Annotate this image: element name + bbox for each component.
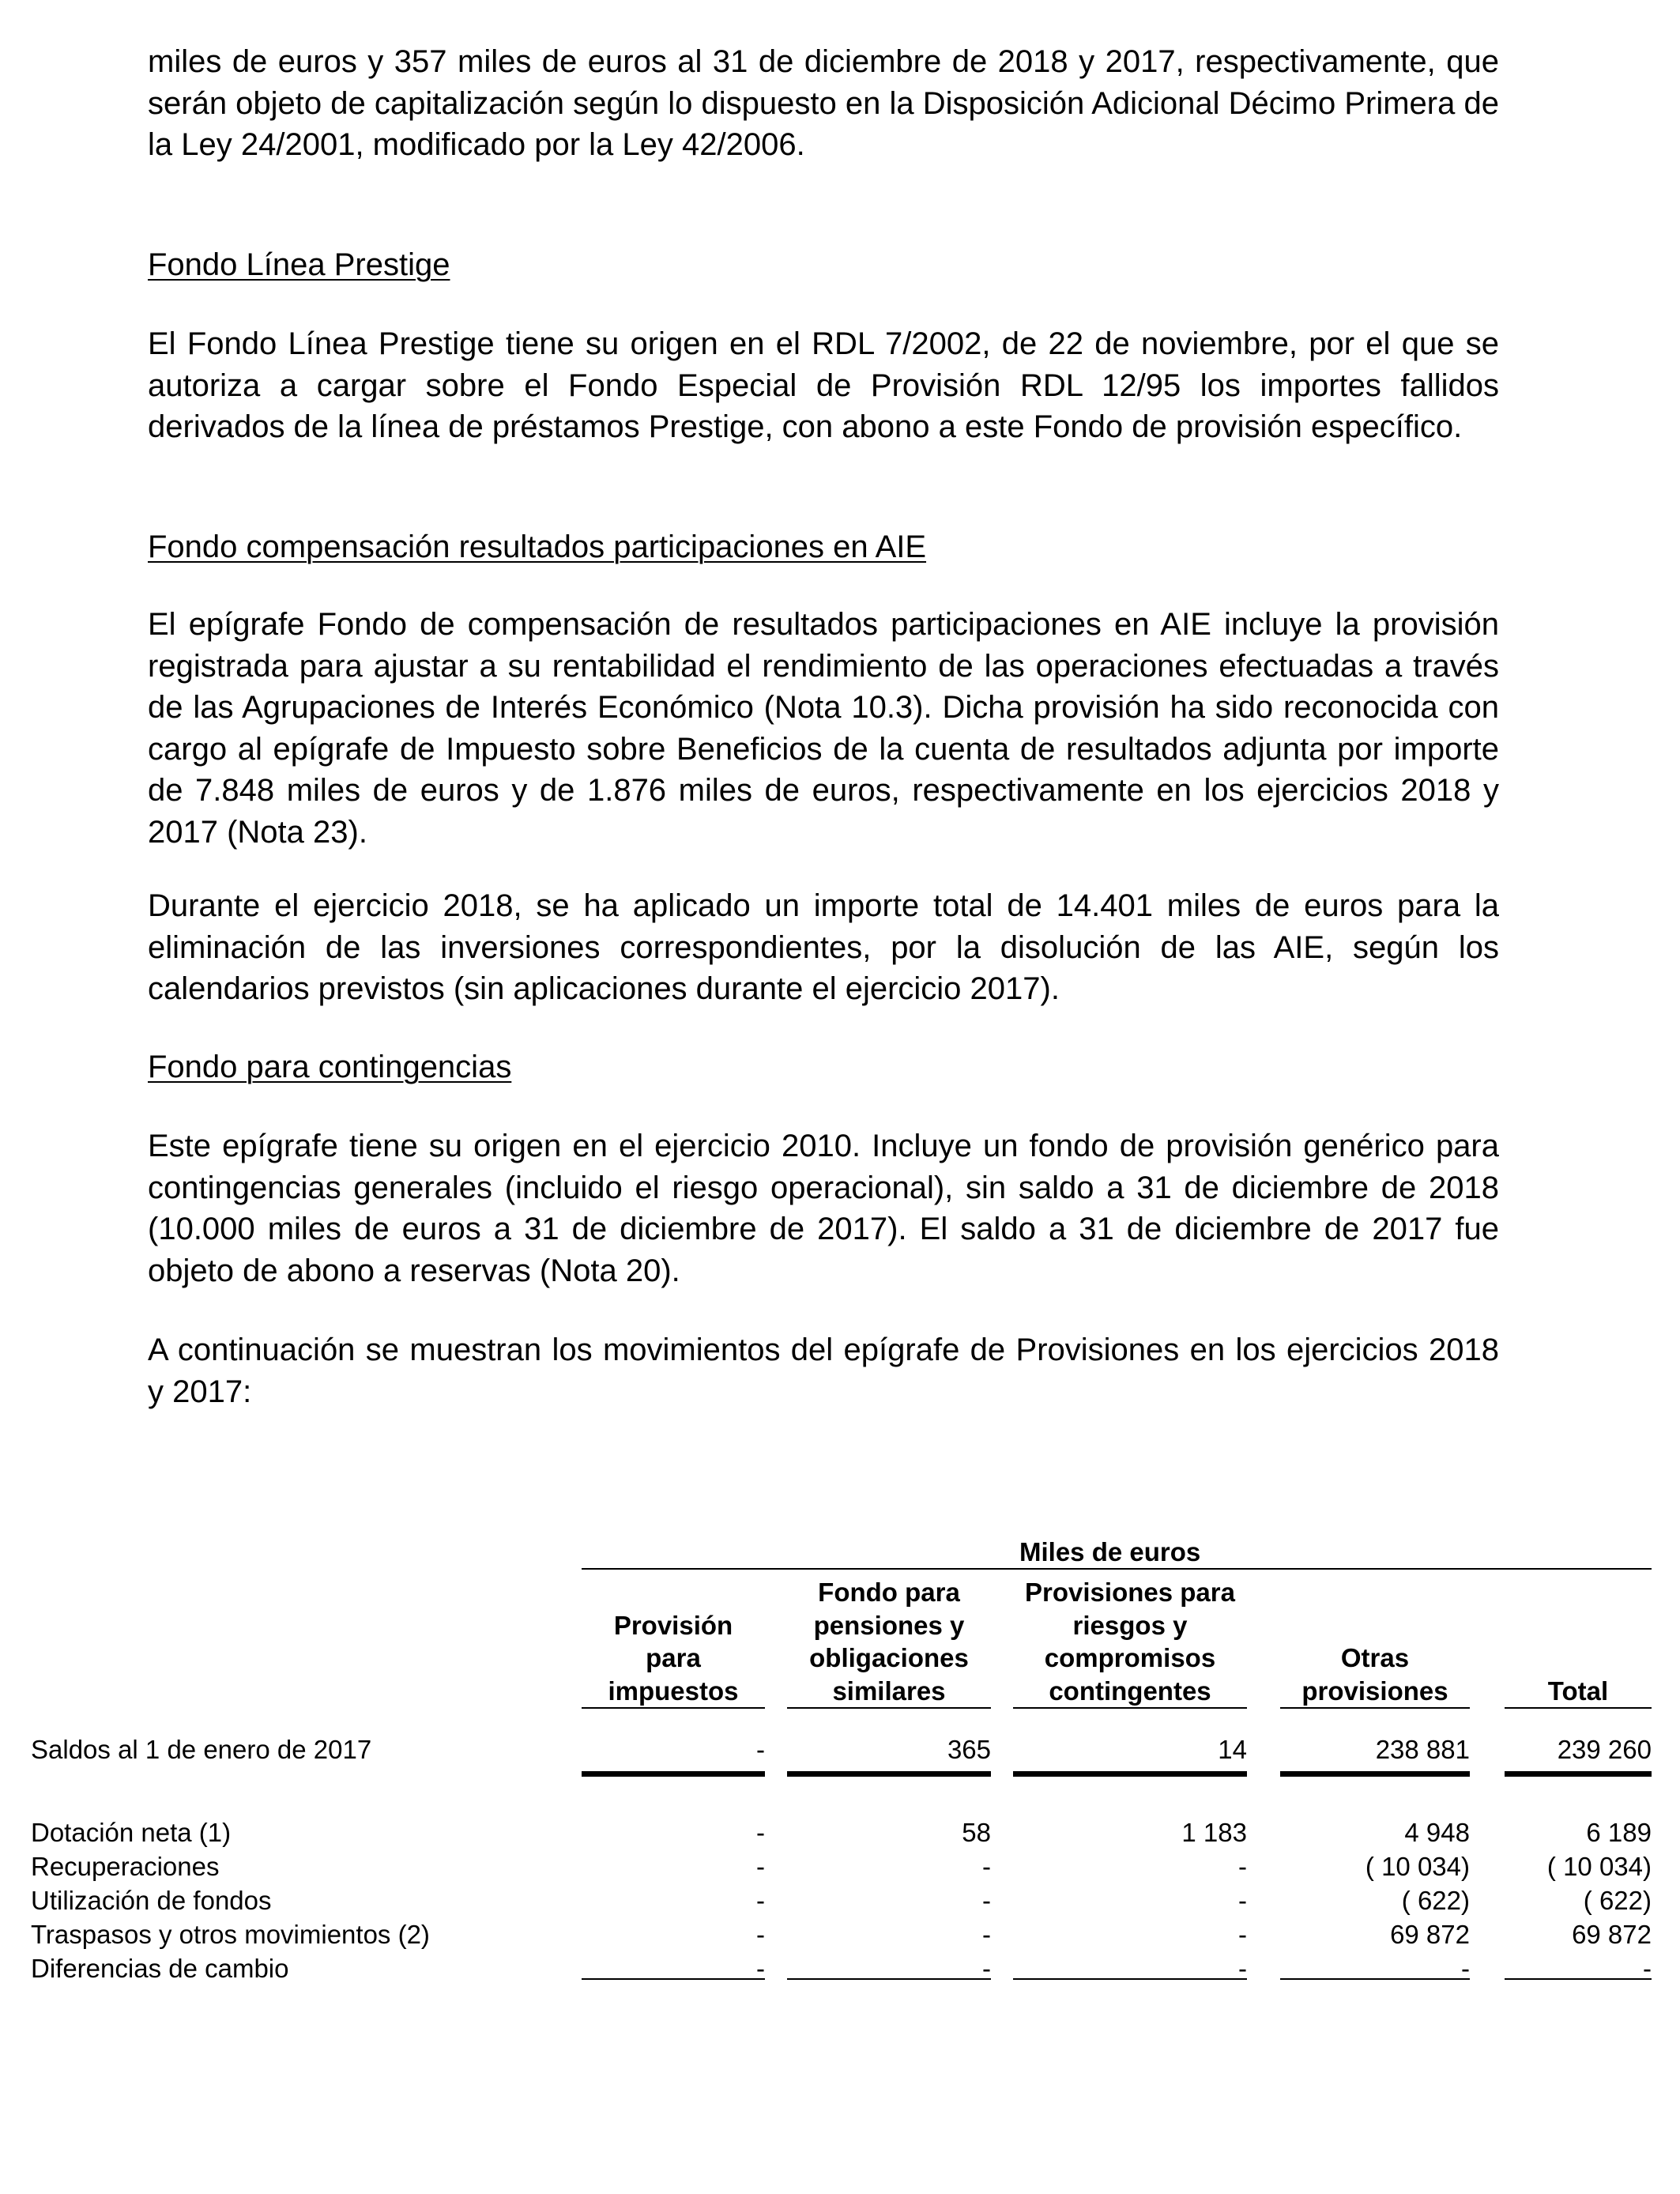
column-header-provision-impuestos bbox=[582, 1596, 765, 1707]
table-cell: - bbox=[756, 1886, 765, 1915]
column-header-fondo-pensiones bbox=[787, 1573, 991, 1707]
table-cell: - bbox=[1238, 1886, 1247, 1915]
column-header-line: contingentes bbox=[1049, 1676, 1211, 1706]
header-underline-col3 bbox=[1013, 1707, 1247, 1709]
table-cell: - bbox=[982, 1954, 991, 1983]
table-cell: ( 622) bbox=[1583, 1886, 1652, 1915]
bottom-rule-col2 bbox=[787, 1978, 991, 1980]
paragraph-fondo-compensacion-aie: El epígrafe Fondo de compensación de resultados participaciones en AIE incluye la provisión registrada para ajustar a su rentabilidad el rendimiento de las operaciones efectuadas a través de las Agrupaciones de Interés Económico (Nota 10.3). Dicha provisión ha sido reconocida con cargo al epígrafe de Impuesto sobre Beneficios de la cuenta de resultados adjunta por importe de 7.848 miles de euros y de 1.876 miles de euros, respectivamente en los ejercicios 2018 y 2017 (Nota 23). bbox=[148, 607, 1499, 850]
table-cell: 238 881 bbox=[1375, 1735, 1470, 1764]
table-cell: - bbox=[756, 1735, 765, 1764]
table-cell: 58 bbox=[962, 1818, 991, 1847]
table-cell: - bbox=[1238, 1852, 1247, 1881]
table-cell: 1 183 bbox=[1181, 1818, 1247, 1847]
table-group-header: Miles de euros bbox=[1019, 1537, 1201, 1566]
bottom-rule-col3 bbox=[1013, 1978, 1247, 1980]
table-cell: - bbox=[982, 1852, 991, 1881]
column-header-line: provisiones bbox=[1301, 1676, 1448, 1706]
paragraph-capitalizacion: miles de euros y 357 miles de euros al 31 de diciembre de 2018 y 2017, respectivamente, que serán objeto de capitalización según lo dispuesto en la Disposición Adicional Décimo Primera de la Ley 24/2001, modificado por la Ley 42/2006. bbox=[148, 44, 1499, 162]
row-label: Recuperaciones bbox=[31, 1852, 220, 1881]
table-cell: 365 bbox=[947, 1735, 991, 1764]
column-header-line: Total bbox=[1547, 1676, 1609, 1706]
header-underline-col2 bbox=[787, 1707, 991, 1709]
paragraph-aplicacion-2018: Durante el ejercicio 2018, se ha aplicado un importe total de 14.401 miles de euros para la eliminación de las inversiones correspondientes, por la disolución de las AIE, según los calendarios previstos (sin aplicaciones durante el ejercicio 2017). bbox=[148, 888, 1499, 1006]
paragraph-fondo-contingencias: Este epígrafe tiene su origen en el ejercicio 2010. Incluye un fondo de provisión genérico para contingencias generales (incluido el riesgo operacional), sin saldo a 31 de diciembre de 2018 (10.000 miles de euros a 31 de diciembre de 2017). El saldo a 31 de diciembre de 2017 fue objeto de abono a reservas (Nota 20). bbox=[148, 1129, 1499, 1288]
opening-balance-rule-col4 bbox=[1280, 1771, 1470, 1777]
column-header-otras-provisiones bbox=[1280, 1628, 1470, 1707]
row-label: Diferencias de cambio bbox=[31, 1954, 289, 1983]
column-header-line: riesgos y bbox=[1072, 1610, 1188, 1640]
column-header-line: obligaciones bbox=[809, 1643, 969, 1672]
header-underline-col4 bbox=[1280, 1707, 1470, 1709]
row-label: Utilización de fondos bbox=[31, 1886, 272, 1915]
opening-balance-rule-col2 bbox=[787, 1771, 991, 1777]
heading-fondo-linea-prestige: Fondo Línea Prestige bbox=[148, 247, 450, 282]
table-cell: ( 10 034) bbox=[1546, 1852, 1652, 1881]
table-cell: 69 872 bbox=[1390, 1920, 1470, 1949]
paragraph-fondo-linea-prestige: El Fondo Línea Prestige tiene su origen en el RDL 7/2002, de 22 de noviembre, por el que se autoriza a cargar sobre el Fondo Especial de Provisión RDL 12/95 los importes fallidos derivados de la línea de préstamos Prestige, con abono a este Fondo de provisión específico. bbox=[148, 326, 1499, 444]
column-header-line: Provisiones para bbox=[1025, 1578, 1235, 1607]
table-cell: 4 948 bbox=[1404, 1818, 1470, 1847]
bottom-rule-col1 bbox=[582, 1978, 765, 1980]
column-header-line: Fondo para bbox=[818, 1578, 960, 1607]
row-label: Traspasos y otros movimientos (2) bbox=[31, 1920, 430, 1949]
column-header-line: pensiones y bbox=[813, 1610, 965, 1640]
table-cell: - bbox=[982, 1886, 991, 1915]
group-header-rule bbox=[582, 1568, 1652, 1570]
table-cell: 239 260 bbox=[1557, 1735, 1652, 1764]
table-cell: - bbox=[1238, 1920, 1247, 1949]
column-header-line: similares bbox=[832, 1676, 946, 1706]
opening-balance-rule-col1 bbox=[582, 1771, 765, 1777]
table-cell: 14 bbox=[1218, 1735, 1247, 1764]
table-cell: ( 622) bbox=[1401, 1886, 1470, 1915]
table-cell: - bbox=[756, 1852, 765, 1881]
bottom-rule-col5 bbox=[1505, 1978, 1652, 1980]
header-underline-col5 bbox=[1505, 1707, 1652, 1709]
paragraph-movimientos-intro: A continuación se muestran los movimientos del epígrafe de Provisiones en los ejercicios 2018 y 2017: bbox=[148, 1333, 1499, 1409]
heading-fondo-contingencias: Fondo para contingencias bbox=[148, 1050, 512, 1084]
row-label: Dotación neta (1) bbox=[31, 1818, 232, 1847]
opening-balance-rule-col5 bbox=[1505, 1771, 1652, 1777]
row-label: Saldos al 1 de enero de 2017 bbox=[31, 1735, 372, 1764]
column-header-line: impuestos bbox=[608, 1676, 739, 1706]
column-header-provisiones-riesgos bbox=[1013, 1573, 1247, 1707]
opening-balance-rule-col3 bbox=[1013, 1771, 1247, 1777]
table-cell: - bbox=[982, 1920, 991, 1949]
column-header-total bbox=[1505, 1660, 1652, 1707]
column-header-line: Otras bbox=[1340, 1643, 1410, 1672]
table-cell: - bbox=[756, 1954, 765, 1983]
table-cell: - bbox=[1643, 1954, 1652, 1983]
heading-fondo-compensacion-aie: Fondo compensación resultados participaciones en AIE bbox=[148, 530, 927, 564]
column-header-line: compromisos bbox=[1044, 1643, 1216, 1672]
table-cell: 6 189 bbox=[1586, 1818, 1652, 1847]
table-cell: - bbox=[1461, 1954, 1470, 1983]
table-cell: 69 872 bbox=[1572, 1920, 1652, 1949]
table-cell: ( 10 034) bbox=[1365, 1852, 1470, 1881]
column-header-line: Provisión bbox=[613, 1610, 733, 1640]
table-cell: - bbox=[756, 1818, 765, 1847]
bottom-rule-col4 bbox=[1280, 1978, 1470, 1980]
table-cell: - bbox=[1238, 1954, 1247, 1983]
header-underline-col1 bbox=[582, 1707, 765, 1709]
table-cell: - bbox=[756, 1920, 765, 1949]
column-header-line: para bbox=[646, 1643, 701, 1672]
